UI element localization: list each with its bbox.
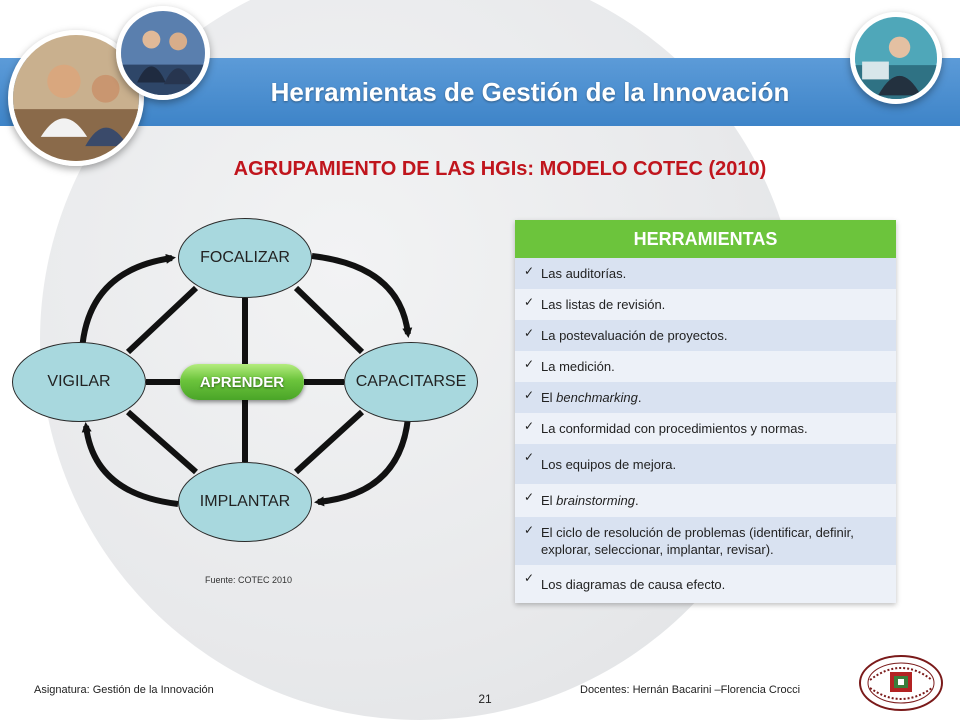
checkmark-icon: ✓ [524, 419, 535, 433]
slide-subtitle: AGRUPAMIENTO DE LAS HGIs: MODELO COTEC (2010) [233, 158, 767, 180]
tools-list-item [515, 258, 896, 289]
checkmark-icon: ✓ [524, 388, 535, 402]
tools-list-item [515, 565, 896, 603]
checkmark-icon: ✓ [524, 357, 535, 371]
tools-item-text: Las auditorías. [541, 266, 627, 281]
tools-item-suffix: . [634, 493, 639, 508]
arrow-capacitarse-to-implantar [318, 418, 408, 502]
tools-list-item [515, 413, 896, 444]
businessman-photo [850, 12, 942, 104]
tools-list [515, 258, 896, 603]
tools-item-text: Las listas de revisión. [541, 297, 666, 312]
diagonal-implantar-vigilar [128, 412, 196, 472]
tools-item-text: El brainstorming. [541, 493, 639, 508]
node-vigilar: VIGILAR [12, 342, 146, 422]
tools-item-text: La postevaluación de proyectos. [541, 328, 728, 343]
footer-course: Asignatura: Gestión de la Innovación [34, 684, 214, 696]
diagonal-vigilar-focalizar [128, 288, 196, 352]
checkmark-icon: ✓ [524, 450, 535, 464]
tools-item-text: Los equipos de mejora. [541, 456, 677, 472]
tools-list-item [515, 351, 896, 382]
checkmark-icon: ✓ [524, 264, 535, 278]
checkmark-icon: ✓ [524, 326, 535, 340]
node-aprender: APRENDER [180, 364, 304, 400]
diagonal-focalizar-capacitarse [296, 288, 362, 352]
tools-list-item [515, 517, 896, 565]
node-focalizar: FOCALIZAR [178, 218, 312, 298]
checkmark-icon: ✓ [524, 571, 535, 585]
diagonal-capacitarse-implantar [296, 412, 362, 472]
tools-item-text: Los diagramas de causa efecto. [541, 576, 726, 592]
arrow-implantar-to-vigilar [86, 426, 178, 504]
source-note: Fuente: COTEC 2010 [205, 575, 293, 585]
arrow-vigilar-to-focalizar [82, 258, 172, 350]
tools-list-item [515, 320, 896, 351]
arrow-focalizar-to-capacitarse [312, 256, 408, 334]
tools-list-item [515, 289, 896, 320]
node-capacitarse: CAPACITARSE [344, 342, 478, 422]
tools-item-text: La medición. [541, 359, 615, 374]
footer-teachers: Docentes: Hernán Bacarini –Florencia Crocci [580, 684, 801, 696]
tools-item-italic: brainstorming [556, 493, 635, 508]
tools-header: HERRAMIENTAS [515, 220, 896, 258]
checkmark-icon: ✓ [524, 490, 535, 504]
tools-list-item [515, 484, 896, 517]
tools-item-text: El ciclo de resolución de problemas (identificar, definir, explorar, seleccionar, implantar, revisar). [541, 525, 854, 557]
tools-item-text: El benchmarking. [541, 390, 642, 405]
handshake-photo [116, 6, 210, 100]
slide-title: Herramientas de Gestión de la Innovación [270, 76, 790, 107]
node-implantar: IMPLANTAR [178, 462, 312, 542]
tools-table [515, 220, 896, 603]
tools-item-suffix: . [637, 390, 642, 405]
tools-list-item [515, 444, 896, 484]
tools-item-text: La conformidad con procedimientos y normas. [541, 421, 808, 436]
tools-item-italic: benchmarking [556, 390, 638, 405]
cotec-model-diagram [0, 200, 500, 600]
checkmark-icon: ✓ [524, 295, 535, 309]
university-seal-logo [858, 654, 944, 712]
checkmark-icon: ✓ [524, 523, 535, 537]
tools-list-item [515, 382, 896, 413]
page-number: 21 [478, 692, 492, 706]
